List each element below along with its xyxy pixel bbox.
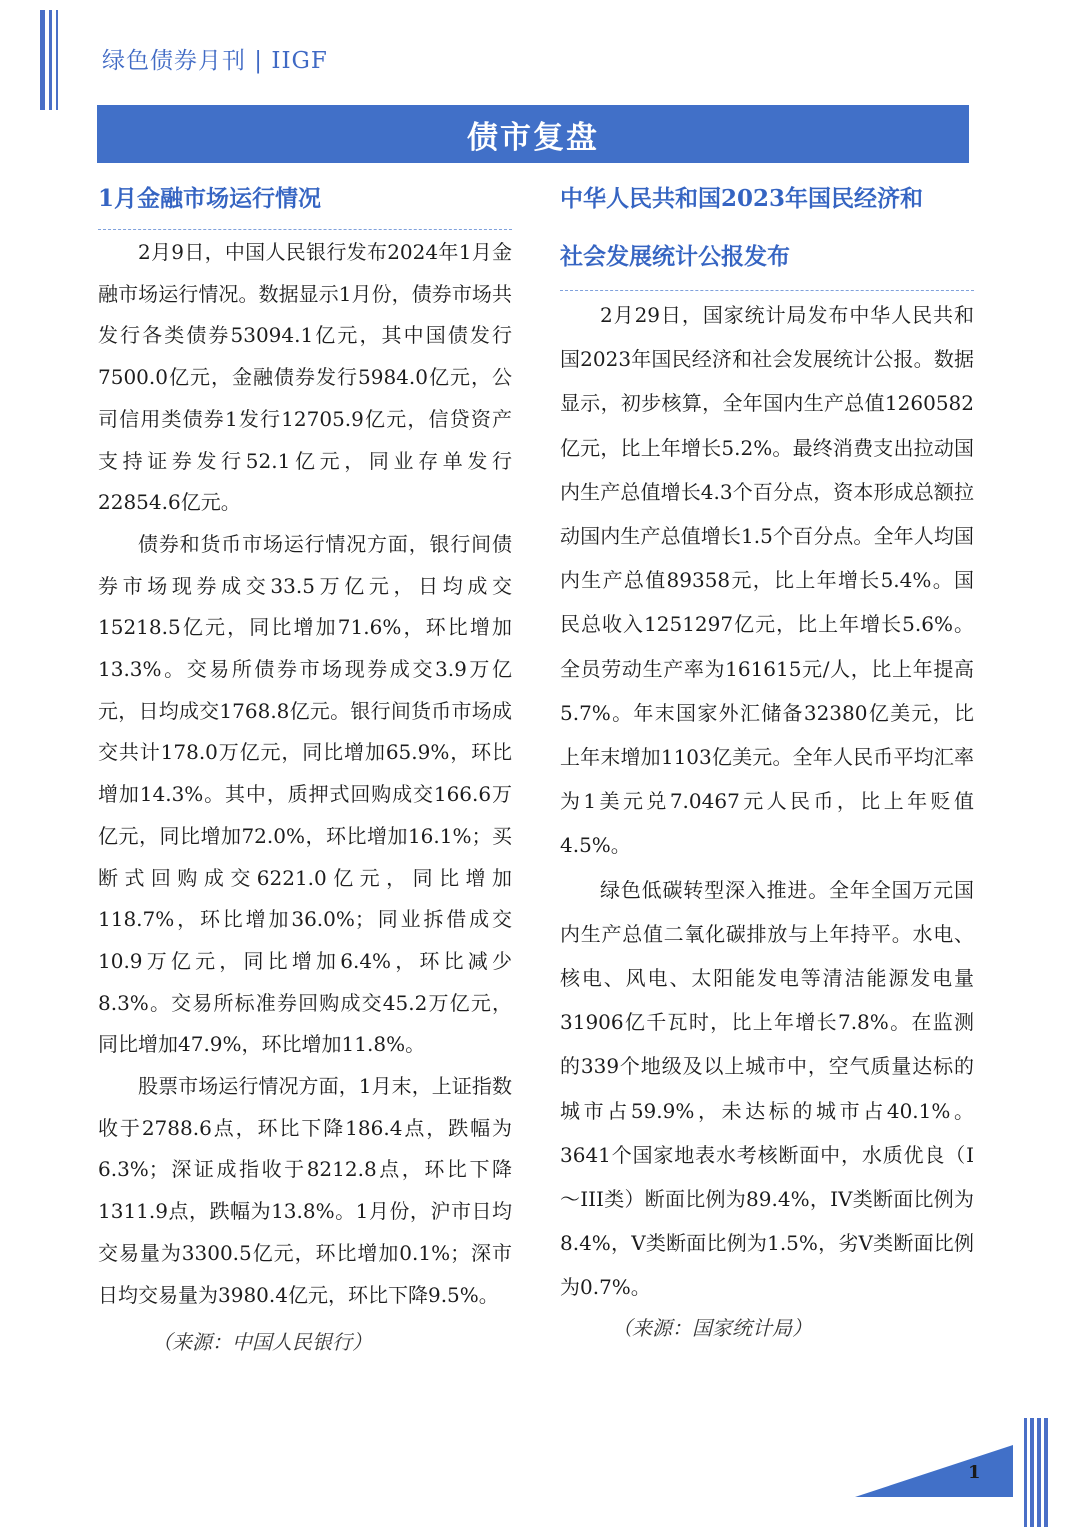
article-source: （来源：国家统计局） bbox=[612, 1315, 812, 1340]
decoration-bar bbox=[1024, 1418, 1027, 1527]
page-number-triangle bbox=[855, 1445, 1013, 1497]
decoration-bar bbox=[1037, 1418, 1041, 1527]
article-heading-line-1: 中华人民共和国2023年国民经济和 bbox=[560, 185, 924, 212]
article-heading-line-2: 社会发展统计公报发布 bbox=[560, 243, 790, 270]
article-paragraph: 股票市场运行情况方面，1月末，上证指数收于2788.6点，环比下降186.4点，跌幅为6.3%；深证成指收于8212.8点，环比下降1311.9点，跌幅为13.8%。1月份，沪市日均交易量为3300.5亿元，环比增加0.1%；深市日均交易量为3980.4亿元，环比下降9.5%。 bbox=[98, 1074, 512, 1307]
left-article bbox=[98, 175, 512, 1355]
header-decoration-bars bbox=[40, 10, 58, 110]
dashed-divider bbox=[98, 229, 512, 230]
article-paragraph: 债券和货币市场运行情况方面，银行间债券市场现券成交33.5万亿元，日均成交15218.5亿元，同比增加71.6%，环比增加13.3%。交易所债券市场现券成交3.9万亿元，日均成交1768.8亿元。银行间货币市场成交共计178.0万亿元，同比增加65.9%，环比增加14.3%。其中，质押式回购成交166.6万亿元，同比增加72.0%，环比增加16.1%；买断式回购成交6221.0亿元，同比增加118.7%，环比增加36.0%；同业拆借成交10.9万亿元，同比增加6.4%，环比减少8.3%。交易所标准券回购成交45.2万亿元，同比增加47.9%，环比增加11.8%。 bbox=[98, 531, 512, 1057]
journal-title: 绿色债券月刊 | IIGF bbox=[102, 48, 328, 74]
decoration-bar bbox=[56, 10, 58, 110]
section-banner bbox=[97, 105, 969, 163]
right-article bbox=[560, 170, 974, 1341]
article-paragraph: 2月9日，中国人民银行发布2024年1月金融市场运行情况。数据显示1月份，债券市场共发行各类债券53094.1亿元，其中国债发行7500.0亿元，金融债券发行5984.0亿元，公司信用类债券1发行12705.9亿元，信贷资产支持证券发行52.1亿元，同业存单发行22854.6亿元。 bbox=[98, 240, 512, 515]
footer-decoration-bars bbox=[1024, 1418, 1048, 1527]
section-title: 债市复盘 bbox=[467, 119, 599, 156]
page-number: 1 bbox=[968, 1462, 981, 1483]
decoration-bar bbox=[49, 10, 52, 110]
article-paragraph: 绿色低碳转型深入推进。全年全国万元国内生产总值二氧化碳排放与上年持平。水电、核电、风电、太阳能发电等清洁能源发电量31906亿千瓦时，比上年增长7.8%。在监测的339个地级及以上城市中，空气质量达标的城市占59.9%，未达标的城市占40.1%。3641个国家地表水考核断面中，水质优良（I～III类）断面比例为89.4%，IV类断面比例为8.4%，V类断面比例为1.5%，劣V类断面比例为0.7%。 bbox=[560, 877, 974, 1300]
dashed-divider bbox=[560, 290, 974, 291]
decoration-bar bbox=[1044, 1418, 1048, 1527]
article-paragraph: 2月29日，国家统计局发布中华人民共和国2023年国民经济和社会发展统计公报。数据显示，初步核算，全年国内生产总值1260582亿元，比上年增长5.2%。最终消费支出拉动国内生产总值增长4.3个百分点，资本形成总额拉动国内生产总值增长1.5个百分点。全年人均国内生产总值89358元，比上年增长5.4%。国民总收入1251297亿元，比上年增长5.6%。全员劳动生产率为161615元/人，比上年提高5.7%。年末国家外汇储备32380亿美元，比上年末增加1103亿美元。全年人民币平均汇率为1美元兑7.0467元人民币，比上年贬值4.5%。 bbox=[560, 303, 974, 858]
article-heading: 1月金融市场运行情况 bbox=[98, 185, 322, 212]
decoration-bar bbox=[1030, 1418, 1034, 1527]
article-source: （来源：中国人民银行） bbox=[152, 1330, 372, 1355]
decoration-bar bbox=[40, 10, 45, 110]
